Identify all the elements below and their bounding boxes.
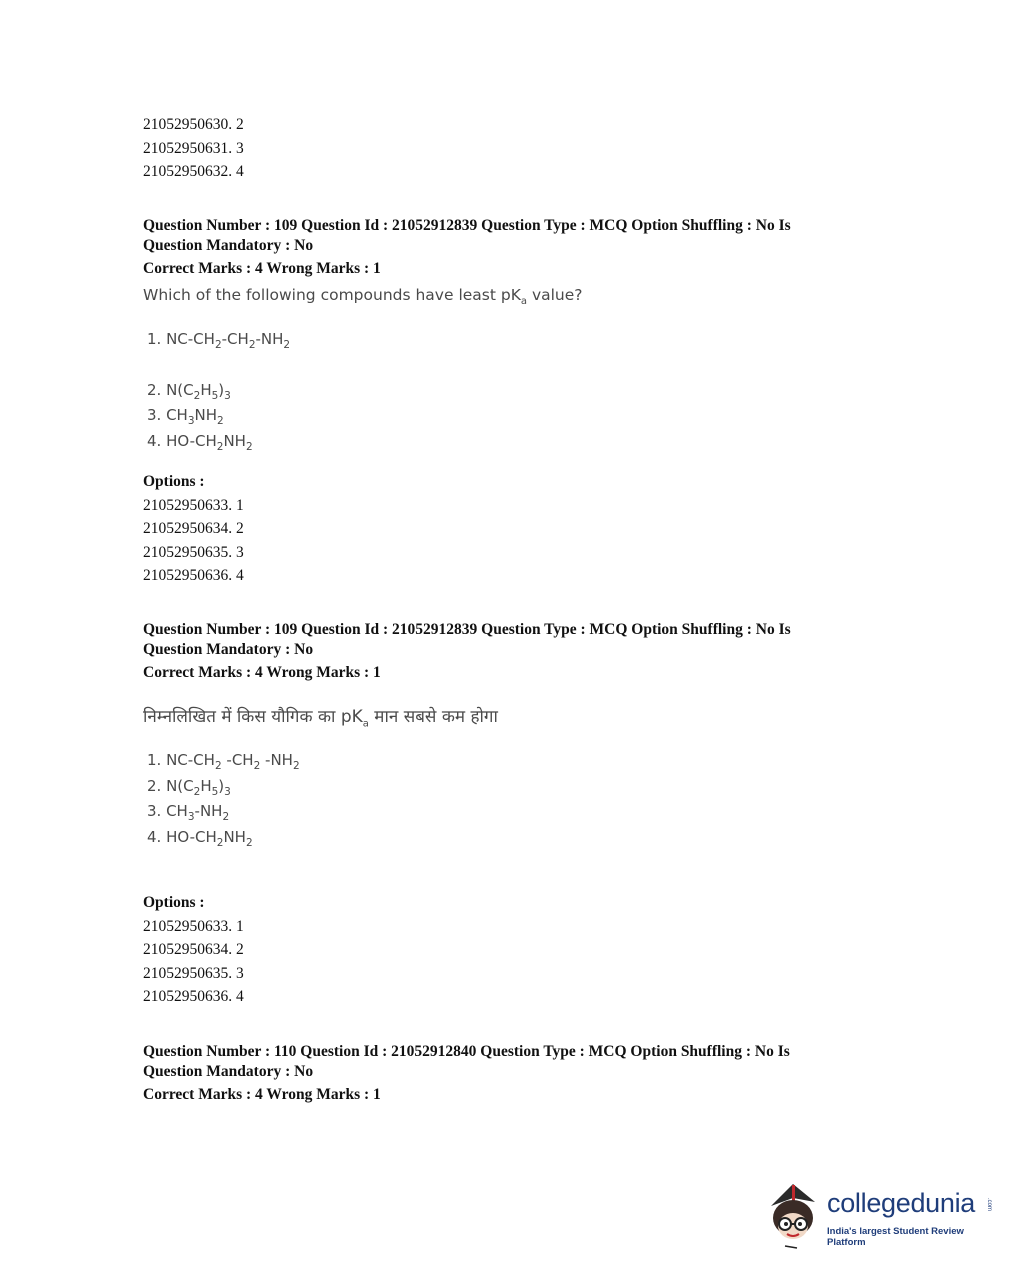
question-marks: Correct Marks : 4 Wrong Marks : 1	[143, 664, 381, 681]
question-meta-line2: Question Mandatory : No	[143, 1063, 314, 1080]
logo-wordmark: collegedunia	[827, 1188, 976, 1218]
option-line: 21052950633. 1	[143, 917, 244, 935]
question-meta-line2: Question Mandatory : No	[143, 237, 314, 254]
option-line: 21052950633. 1	[143, 496, 244, 514]
answer-choices	[143, 748, 300, 850]
collegedunia-logo	[765, 1176, 995, 1252]
choice-2: 2. $N(C_2H_5)_3$	[147, 776, 231, 798]
question-marks: Correct Marks : 4 Wrong Marks : 1	[143, 1086, 381, 1103]
choice-1: 1. $NC-CH_2-CH_2-NH_2$	[147, 330, 291, 351]
option-line: 21052950635. 3	[143, 964, 244, 982]
option-line: 21052950636. 4	[143, 567, 244, 584]
question-header	[143, 216, 883, 279]
choice-1: 1. $NC-CH_2$ $-CH_2$ $-NH_2$	[147, 751, 300, 772]
logo-tagline: India's largest Student Review Platform	[827, 1226, 964, 1248]
logo-domain-suffix: .com	[986, 1198, 992, 1212]
question-marks: Correct Marks : 4 Wrong Marks : 1	[143, 260, 381, 277]
choice-4: 4. $HO-CH_2NH_2$	[147, 431, 253, 453]
question-meta-line2: Question Mandatory : No	[143, 641, 314, 658]
question-header	[143, 1042, 883, 1105]
question-stem-hindi: निम्नलिखित में किस यौगिक का $pK_a$ मान सबसे कम होगा	[143, 707, 498, 730]
question-meta-line1: Question Number : 109 Question Id : 21052912839 Question Type : MCQ Option Shuffling : No Is	[143, 621, 791, 638]
option-line: 21052950630. 2	[143, 116, 244, 133]
option-line: 21052950634. 2	[143, 941, 244, 958]
options-title: Options :	[143, 894, 205, 911]
choice-3: 3. $CH_3-NH_2$	[147, 802, 230, 823]
option-line: 21052950634. 2	[143, 520, 244, 537]
question-stem: Which of the following compounds have least $pK_a$ value?	[143, 286, 583, 308]
choice-2: 2. $N(C_2H_5)_3$	[147, 380, 231, 402]
option-line: 21052950632. 4	[143, 163, 244, 180]
options-block	[143, 470, 244, 588]
question-meta-line1: Question Number : 109 Question Id : 21052912839 Question Type : MCQ Option Shuffling : No Is	[143, 217, 791, 234]
mascot-icon	[765, 1176, 825, 1252]
choice-4: 4. $HO-CH_2NH_2$	[147, 827, 253, 849]
option-line: 21052950636. 4	[143, 988, 244, 1005]
choice-3: 3. $CH_3NH_2$	[147, 406, 224, 427]
question-header	[143, 620, 883, 683]
options-title: Options :	[143, 473, 205, 490]
option-line: 21052950631. 3	[143, 139, 244, 157]
option-line: 21052950635. 3	[143, 543, 244, 561]
previous-options-list	[143, 113, 244, 184]
question-meta-line1: Question Number : 110 Question Id : 21052912840 Question Type : MCQ Option Shuffling : No Is	[143, 1043, 790, 1060]
options-block	[143, 891, 244, 1009]
answer-choices	[143, 327, 290, 454]
